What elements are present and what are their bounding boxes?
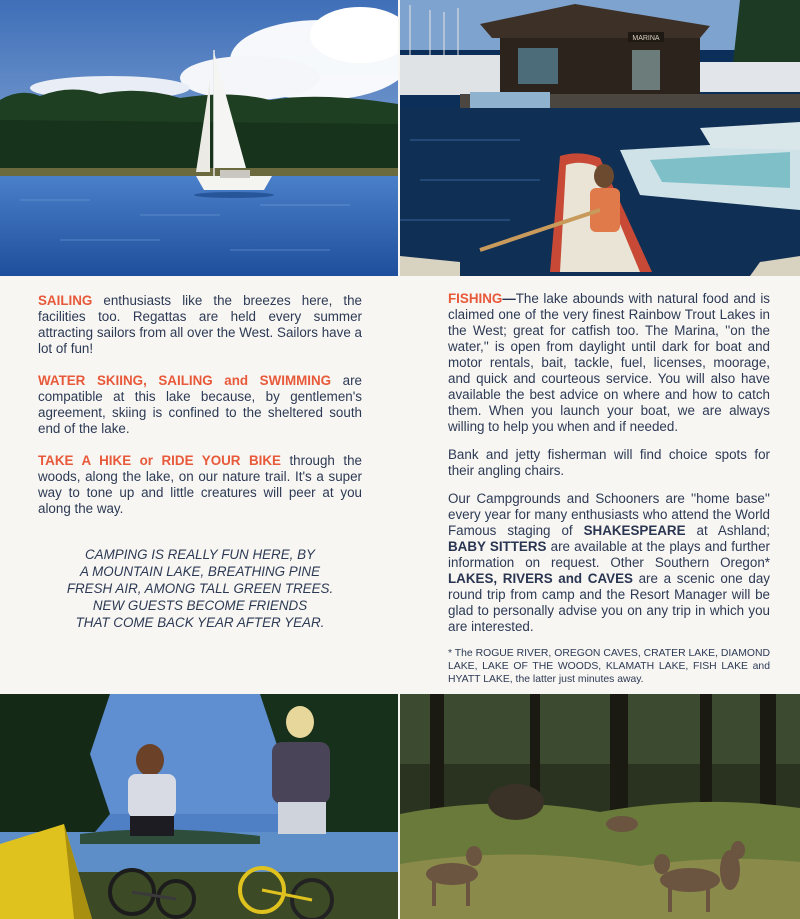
fishing-paragraph [448, 291, 770, 435]
marina-photo [400, 0, 800, 276]
slogan-line: CAMPING IS REALLY FUN HERE, BY [85, 547, 315, 562]
water-sports-text: are compatible at this lake because, by gentlemen's agreement, skiing is confined to the sheltered south end of the lake. [38, 373, 362, 436]
campgrounds-paragraph [448, 491, 770, 635]
water-sports-paragraph [38, 373, 362, 437]
sailboat-photo [0, 0, 398, 276]
sailing-heading: SAILING [38, 293, 93, 308]
campgrounds-text-4: are a scenic one day round trip from camp and the Resort Manager will be glad to personally advise you on any trip in which you are interested. [448, 571, 770, 634]
slogan-line: THAT COME BACK YEAR AFTER YEAR. [75, 615, 325, 630]
hike-bike-text: through the woods, along the lake, on our nature trail. It's a super way to tone up and little creatures will peer at you along the way. [38, 453, 362, 516]
slogan-line: NEW GUESTS BECOME FRIENDS [92, 598, 308, 613]
fishing-dash: — [502, 291, 516, 306]
hike-heading: TAKE A HIKE [38, 453, 132, 468]
baby-sitters-highlight: BABY SITTERS [448, 539, 547, 554]
sailing-paragraph [38, 293, 362, 357]
water-sports-heading: WATER SKIING, SAILING and SWIMMING [38, 373, 332, 388]
footnote: * The ROGUE RIVER, OREGON CAVES, CRATER LAKE, DIAMOND LAKE, LAKE OF THE WOODS, KLAMATH LAKE, FISH LAKE and HYATT LAKE, the latter just minutes away. [448, 648, 770, 685]
fishing-heading: FISHING [448, 291, 503, 306]
sailing-text: enthusiasts like the breezes here, the facilities too. Regattas are held every summer attracting sailors from all over the West. Sailors have a lot of fun! [38, 293, 362, 356]
camping-slogan [38, 546, 362, 631]
bike-heading: RIDE YOUR BIKE [161, 453, 281, 468]
right-text-column [448, 291, 770, 686]
bank-fishing-paragraph: Bank and jetty fisherman will find choice spots for their angling chairs. [448, 447, 770, 478]
campgrounds-text-1: Our Campgrounds and Schooners are ''home base'' every year for many enthusiasts who attend the World Famous staging of [448, 491, 770, 538]
left-text-column [38, 293, 362, 533]
campgrounds-text-2: at Ashland; [685, 523, 770, 538]
deer-photo [400, 694, 800, 919]
bikers-photo [0, 694, 398, 919]
lakes-rivers-caves-highlight: LAKES, RIVERS and CAVES [448, 571, 633, 586]
slogan-line: FRESH AIR, AMONG TALL GREEN TREES. [66, 581, 334, 596]
shakespeare-highlight: SHAKESPEARE [583, 523, 686, 538]
slogan-line: A MOUNTAIN LAKE, BREATHING PINE [79, 564, 321, 579]
hike-bike-paragraph [38, 453, 362, 517]
fishing-text: The lake abounds with natural food and is claimed one of the very finest Rainbow Trout Lakes in the West; great for catfish too. The Marina, ''on the water,'' is open from daylight until dark for boat and motor rentals, bait, tackle, fuel, licenses, moorage, and quick and courteous service. You will also have available the best advice on where and how to catch them. When you launch your boat, we are always willing to help you when and if needed. [448, 291, 770, 434]
hike-or-connector: or [131, 453, 162, 468]
marina-sign: MARINA [632, 35, 660, 42]
campgrounds-text-3: are available at the plays and further information on request. Other Southern Oregon* [448, 539, 771, 570]
